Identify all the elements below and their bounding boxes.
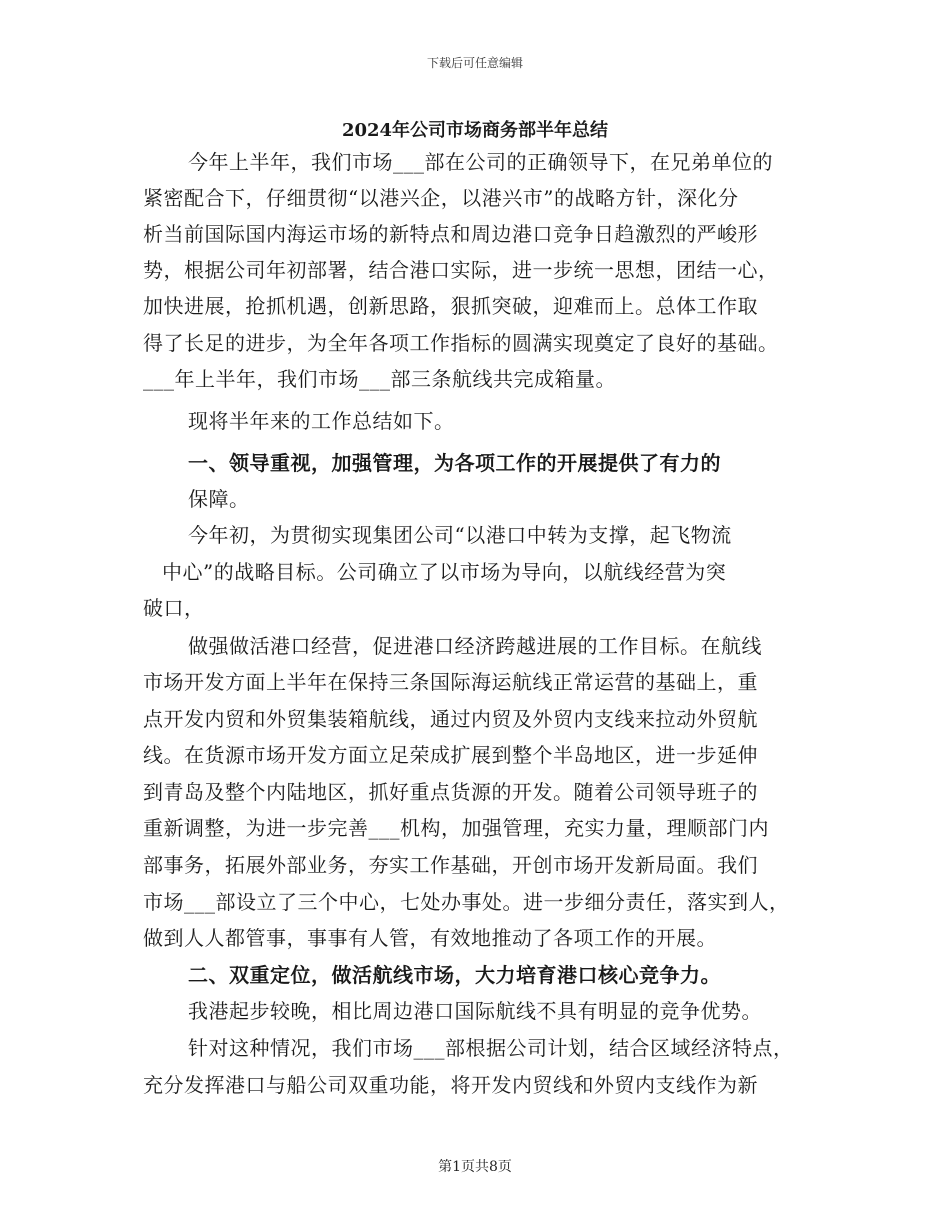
body-line: 点开发内贸和外贸集装箱航线，通过内贸及外贸内支线来拉动外贸航 — [143, 707, 758, 731]
page-header-note: 下载后可任意编辑 — [426, 56, 523, 70]
body-line: 部事务，拓展外部业务，夯实工作基础，开创市场开发新局面。我们 — [143, 853, 758, 877]
body-line: 今年上半年，我们市场___部在公司的正确领导下，在兄弟单位的 — [188, 150, 773, 174]
body-line: 析当前国际国内海运市场的新特点和周边港口竞争日趋激烈的严峻形 — [143, 222, 758, 246]
document-title: 2024年公司市场商务部半年总结 — [341, 120, 609, 141]
body-line: 线。在货源市场开发方面立足荣成扩展到整个半岛地区，进一步延伸 — [143, 743, 758, 767]
body-line: 做到人人都管事，事事有人管，有效地推动了各项工作的开展。 — [143, 926, 717, 950]
body-line: 中心”的战略目标。公司确立了以市场为导向，以航线经营为突 — [162, 560, 727, 584]
body-line: 市场___部设立了三个中心，七处办事处。进一步细分责任，落实到人， — [143, 890, 790, 914]
section-heading-1: 一、领导重视，加强管理，为各项工作的开展提供了有力的 — [188, 451, 721, 475]
body-line: 现将半年来的工作总结如下。 — [188, 409, 455, 433]
body-line: 势，根据公司年初部署，结合港口实际，进一步统一思想，团结一心， — [143, 258, 779, 282]
body-line: 得了长足的进步，为全年各项工作指标的圆满实现奠定了良好的基础。 — [143, 331, 779, 355]
body-line: 我港起步较晚，相比周边港口国际航线不具有明显的竞争优势。 — [188, 999, 762, 1023]
body-line: 充分发挥港口与船公司双重功能，将开发内贸线和外贸内支线作为新 — [143, 1073, 758, 1097]
body-line: 重新调整，为进一步完善___机构，加强管理，充实力量，理顺部门内 — [143, 816, 769, 840]
body-line: 做强做活港口经营，促进港口经济跨越进展的工作目标。在航线 — [188, 634, 762, 658]
body-line: 针对这种情况，我们市场___部根据公司计划，结合区域经济特点， — [188, 1036, 794, 1060]
body-line: 破口， — [143, 596, 205, 620]
body-line: 今年初，为贯彻实现集团公司“以港口中转为支撑，起飞物流 — [188, 523, 732, 547]
body-line: 市场开发方面上半年在保持三条国际海运航线正常运营的基础上，重 — [143, 670, 758, 694]
body-line: 到青岛及整个内陆地区，抓好重点货源的开发。随着公司领导班子的 — [143, 780, 758, 804]
body-line: 加快进展，抢抓机遇，创新思路，狠抓突破，迎难而上。总体工作取 — [143, 294, 758, 318]
section-heading-2: 二、双重定位，做活航线市场，大力培育港口核心竞争力。 — [188, 963, 721, 987]
page-number: 第1页共8页 — [438, 1159, 512, 1175]
body-line: 紧密配合下，仔细贯彻“以港兴企，以港兴市”的战略方针，深化分 — [143, 186, 739, 210]
body-line: 保障。 — [188, 487, 250, 511]
body-line: ___年上半年，我们市场___部三条航线共完成箱量。 — [143, 367, 616, 391]
